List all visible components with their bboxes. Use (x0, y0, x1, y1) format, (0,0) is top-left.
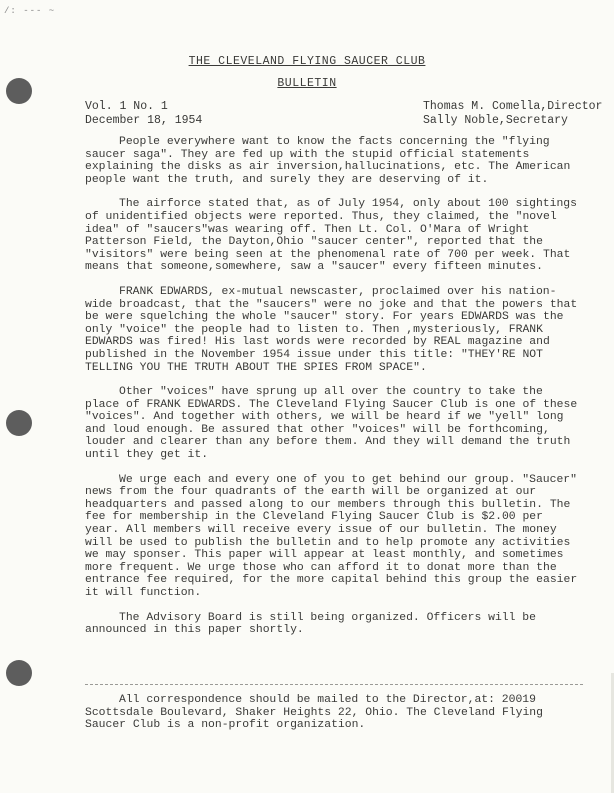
binder-hole-bottom (6, 660, 32, 686)
issue-date: December 18, 1954 (85, 114, 203, 127)
volume-number: Vol. 1 No. 1 (85, 100, 168, 113)
footer-text: All correspondence should be mailed to the Director,at: 20019 Scottsdale Boulevard, Shaker Heights 22, Ohio. The Cleveland Flying Saucer Club is a non-profit organization. (85, 694, 543, 732)
paragraph: People everywhere want to know the facts concerning the "flying saucer saga". They are fed up with the stupid official statements explaining the disks as air inversion,hallucinations, etc. The American people want the truth, and surely they are deserving of it. (85, 136, 571, 186)
paragraph: The airforce stated that, as of July 1954, only about 100 sightings of unidentified objects were reported. Thus, they claimed, the "novel idea" of "saucers"was wearing off. Then Lt. Col. O'Mara of Wright Patterson Field, the Dayton,Ohio "saucer center", reported that the "visitors" were being seen at the phenomenal rate of 700 per week. That means that someone,somewhere, saw a "saucer" every fifteen minutes. (85, 198, 577, 274)
paragraph: We urge each and every one of you to get behind our group. "Saucer" news from the four quadrants of the earth will be organized at our headquarters and passed along to our members through this bulletin. The fee for membership in the Cleveland Flying Saucer Club is $2.00 per year. All members will receive every issue of our bulletin. The money will be used to publish the bulletin and to help promote any activities we may sponser. This paper will appear at least monthly, and sometimes more frequent. We urge those who can afford it to donat more than the entrance fee required, for the more capital behind this group the easier it will function. (85, 473, 578, 599)
director-name: Thomas M. Comella,Director (423, 100, 603, 113)
paragraph: Other "voices" have sprung up all over the country to take the place of FRANK EDWARDS. The Cleveland Flying Saucer Club is one of these "voices". And together with others, we will be heard if we "yell" long and loud enough. Be assured that other "voices" will be forthcoming, louder and clearer than any before them. And they will demand the truth until they get it. (85, 386, 578, 462)
issue-info (85, 100, 202, 128)
bulletin-body (85, 136, 583, 649)
corner-mark: /: --- ~ (4, 6, 56, 16)
paragraph: The Advisory Board is still being organized. Officers will be announced in this paper shortly. (85, 611, 536, 637)
secretary-name: Sally Noble,Secretary (423, 114, 568, 127)
binder-hole-middle (6, 410, 32, 436)
footer (85, 694, 583, 732)
staff-info (423, 100, 602, 128)
club-title: THE CLEVELAND FLYING SAUCER CLUB (188, 55, 426, 68)
bulletin-subtitle: BULLETIN (277, 77, 337, 90)
paragraph: FRANK EDWARDS, ex-mutual newscaster, proclaimed over his nation-wide broadcast, that the "saucers" were no joke and that the powers that be were squelching the whole "saucer" story. For years EDWARDS was the only "voice" the people had to listen to. Then ,mysteriously, FRANK EDWARDS was fired! His last words were recorded by REAL magazine and published in the November 1954 issue under this title: "THEY'RE NOT TELLING YOU THE TRUTH ABOUT THE SPIES FROM SPACE". (85, 285, 578, 374)
divider (85, 684, 583, 685)
